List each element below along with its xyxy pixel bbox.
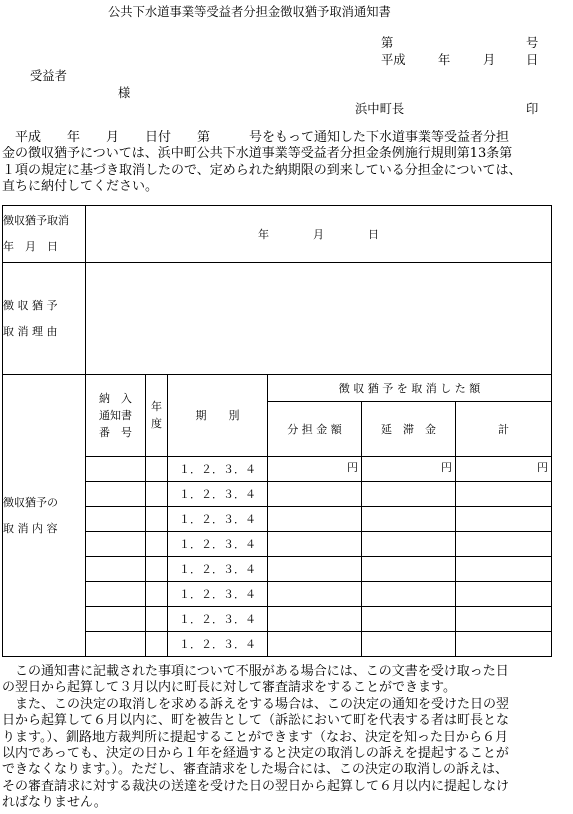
notice-line: 以内であっても、決定の日から１年を経過すると決定の取消しの訴えを提起することが [2,746,509,762]
table-row [3,481,552,506]
total-cell[interactable] [456,506,552,531]
col-notice-number: 納 入 通知書 番 号 [86,375,146,456]
cancel-reason-label: 徴 収 猶 予 取 消 理 由 [3,263,86,375]
delay-charge-cell[interactable] [362,556,456,581]
period-cell[interactable]: １．２．３．４ [168,581,268,606]
col-fiscal-year: 年 度 [146,375,168,456]
header-year: 年 [438,53,451,67]
total-cell[interactable] [456,481,552,506]
intro-line: 金の徴収猶予については、浜中町公共下水道事業等受益者分担金条例施行規則第13条第 [2,146,513,162]
col-total: 計 [456,402,552,456]
total-cell[interactable] [456,606,552,631]
col-delay-charge: 延 滞 金 [362,402,456,456]
total-cell[interactable] [456,556,552,581]
period-cell[interactable]: １．２．３．４ [168,606,268,631]
total-cell[interactable] [456,631,552,656]
total-cell[interactable]: 円 [456,456,552,481]
delay-charge-cell[interactable]: 円 [362,456,456,481]
table-row [3,556,552,581]
year-cell[interactable] [146,631,168,656]
table-row [3,456,552,481]
year-cell[interactable] [146,531,168,556]
share-amount-cell[interactable] [268,481,362,506]
notice-number-cell[interactable] [86,606,146,631]
col-share-amount: 分 担 金 額 [268,402,362,456]
delay-charge-cell[interactable] [362,581,456,606]
notice-line: この通知書に記載された事項について不服がある場合には、この文書を受け取った日 [2,664,509,679]
notice-number-cell[interactable] [86,531,146,556]
table-row [3,506,552,531]
delay-charge-cell[interactable] [362,506,456,531]
year-cell[interactable] [146,581,168,606]
intro-line: １項の規定に基づき取消したので、定められた納期限の到来している分担金については、 [2,162,522,178]
cancel-content-label: 徴収猶予の 取 消 内 容 [3,375,86,657]
cancel-reason-field[interactable] [86,263,552,375]
year-cell[interactable] [146,606,168,631]
document-title: 公共下水道事業等受益者分担金徴収猶予取消通知書 [108,5,391,19]
share-amount-cell[interactable]: 円 [268,456,362,481]
recipient-honorific: 様 [118,86,131,100]
header-month: 月 [483,53,496,67]
year-cell[interactable] [146,481,168,506]
share-amount-cell[interactable] [268,581,362,606]
recipient-label: 受益者 [30,69,67,83]
table-row [3,631,552,656]
header-era: 平成 [381,53,406,67]
period-cell[interactable]: １．２．３．４ [168,556,268,581]
notice-number-cell[interactable] [86,456,146,481]
share-amount-cell[interactable] [268,506,362,531]
delay-charge-cell[interactable] [362,606,456,631]
cancel-date-field[interactable]: 年 月 日 [86,206,552,263]
header-day: 日 [526,53,539,67]
row-cancel-date [3,206,552,263]
appeal-notice [2,664,573,812]
table-row [3,531,552,556]
total-cell[interactable] [456,531,552,556]
notice-line: できなくなります。）。ただし、審査請求をした場合には、この決定の取消しの訴えは、 [2,762,508,778]
year-cell[interactable] [146,456,168,481]
notice-line: ればなりません。 [2,795,107,811]
number-prefix: 第 [381,36,394,50]
notice-number-cell[interactable] [86,506,146,531]
period-cell[interactable]: １．２．３．４ [168,531,268,556]
notice-number-cell[interactable] [86,481,146,506]
delay-charge-cell[interactable] [362,481,456,506]
issuer-name: 浜中町長 [355,102,405,116]
share-amount-cell[interactable] [268,631,362,656]
row-header-1 [3,375,552,402]
cancel-date-label: 徴収猶予取消 年 月 日 [3,206,86,263]
share-amount-cell[interactable] [268,606,362,631]
table-row [3,581,552,606]
share-amount-cell[interactable] [268,556,362,581]
notice-line: 日から起算して６月以内に、町を被告として（訴訟において町を代表する者は町長とな [2,713,510,729]
total-cell[interactable] [456,581,552,606]
table-row [3,606,552,631]
period-cell[interactable]: １．２．３．４ [168,481,268,506]
notice-line: ります。）、釧路地方裁判所に提起することができます（なお、決定を知った日から６月 [2,729,508,745]
period-cell[interactable]: １．２．３．４ [168,456,268,481]
period-cell[interactable]: １．２．３．４ [168,631,268,656]
notice-line: また、この決定の取消しを求める訴えをする場合は、この決定の通知を受けた日の翌 [2,696,510,712]
notice-number-cell[interactable] [86,581,146,606]
notice-number-cell[interactable] [86,556,146,581]
delay-charge-cell[interactable] [362,531,456,556]
notice-line: の翌日から起算して３月以内に町長に対して審査請求をすることができます。 [2,680,456,696]
cancellation-table [2,205,552,657]
notice-number-cell[interactable] [86,631,146,656]
intro-paragraph [2,130,573,196]
number-suffix: 号 [526,36,539,50]
delay-charge-cell[interactable] [362,631,456,656]
share-amount-cell[interactable] [268,531,362,556]
period-cell[interactable]: １．２．３．４ [168,506,268,531]
col-cancelled-amount: 徴 収 猶 予 を 取 消 し た 額 [268,375,552,402]
intro-line: 直ちに納付してください。 [2,179,159,195]
seal-mark: 印 [526,102,539,116]
row-cancel-reason [3,263,552,375]
notice-line: その審査請求に対する裁決の送達を受けた日の翌日から起算して６月以内に提起しなけ [2,778,510,794]
year-cell[interactable] [146,556,168,581]
intro-line: 平成 年 月 日付 第 号をもって通知した下水道事業等受益者分担 [2,130,510,145]
year-cell[interactable] [146,506,168,531]
col-period: 期 別 [168,375,268,456]
